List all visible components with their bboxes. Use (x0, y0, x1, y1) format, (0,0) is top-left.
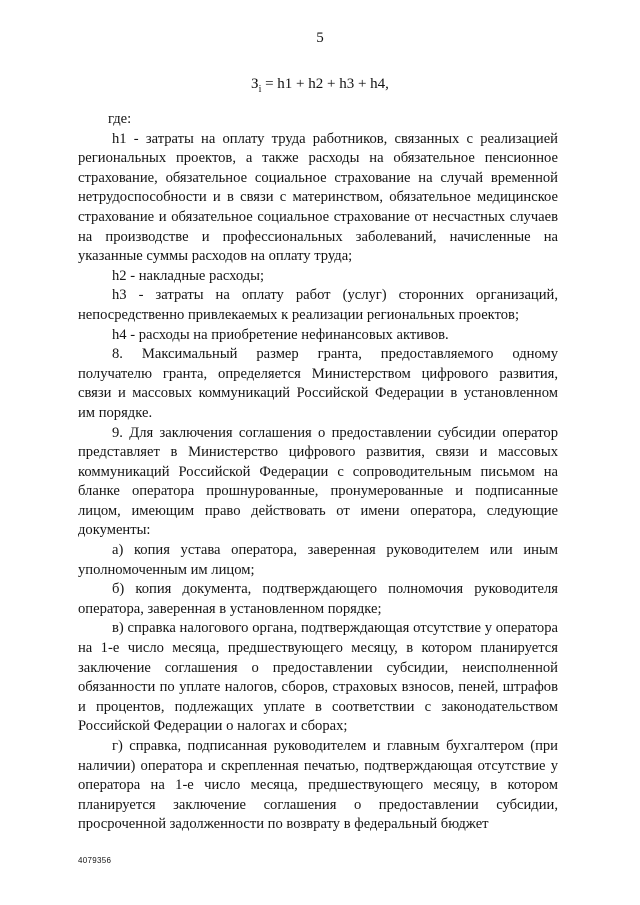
paragraph-h2: h2 - накладные расходы; (112, 267, 265, 284)
paragraph-subitem-v: в) справка налогового органа, подтверждающая отсутствие у оператора на 1-е число месяца, предшествующего месяцу, в котором планируется заключение соглашения о предоставлении субсидии, неисполненной обязанности по уплате налогов, сборов, страховых взносов, пеней, штрафов и процентов, подлежащих уплате в соответствии с законодательством Российской Федерации о налогах и сборах; (78, 620, 558, 735)
paragraph-h3: h3 - затраты на оплату работ (услуг) сторонних организаций, непосредственно привлекаемых к реализации региональных проектов; (78, 287, 558, 323)
document-id: 4079356 (78, 856, 112, 865)
paragraph-subitem-a: а) копия устава оператора, заверенная руководителем или иным уполномоченным им лицом; (78, 542, 558, 578)
paragraph-where: где: (108, 111, 132, 127)
formula-lhs-subscript: i (258, 84, 262, 95)
paragraph-item-9: 9. Для заключения соглашения о предоставлении субсидии оператор представляет в Министерство цифрового развития, связи и массовых коммуникаций Российской Федерации с сопроводительным письмом на бланке оператора прошнурованные, пронумерованные и подписанные лицом, имеющим право действовать от имени оператора, следующие документы: (78, 424, 558, 539)
page-number: 5 (316, 30, 324, 46)
formula-lhs-base: З (251, 76, 259, 92)
paragraph-h4: h4 - расходы на приобретение нефинансовых активов. (112, 326, 449, 343)
formula-rhs: = h1 + h2 + h3 + h4, (261, 76, 389, 92)
document-body (78, 110, 558, 835)
paragraph-h1: h1 - затраты на оплату труда работников, связанных с реализацией региональных проектов, а также расходы на обязательное пенсионное страхование, обязательное социальное страхование на случай временной нетрудоспособности и в связи с материнством, обязательное медицинское страхование и обязательное социальное страхование от несчастных случаев на производстве и профессиональных заболеваний, начисленные на указанные суммы расходов на оплату труда; (78, 130, 558, 265)
formula (0, 76, 640, 95)
paragraph-subitem-g: г) справка, подписанная руководителем и главным бухгалтером (при наличии) оператора и скрепленная печатью, подтверждающая отсутствие у оператора на 1-е число месяца, предшествующего месяцу, в котором планируется заключение соглашения о предоставлении субсидии, просроченной задолженности по возврату в федеральный бюджет (78, 738, 558, 833)
paragraph-item-8: 8. Максимальный размер гранта, предоставляемого одному получателю гранта, определяется Министерством цифрового развития, связи и массовых коммуникаций Российской Федерации в установленном им порядке. (78, 346, 558, 421)
paragraph-subitem-b: б) копия документа, подтверждающего полномочия руководителя оператора, заверенная в установленном порядке; (78, 581, 558, 617)
